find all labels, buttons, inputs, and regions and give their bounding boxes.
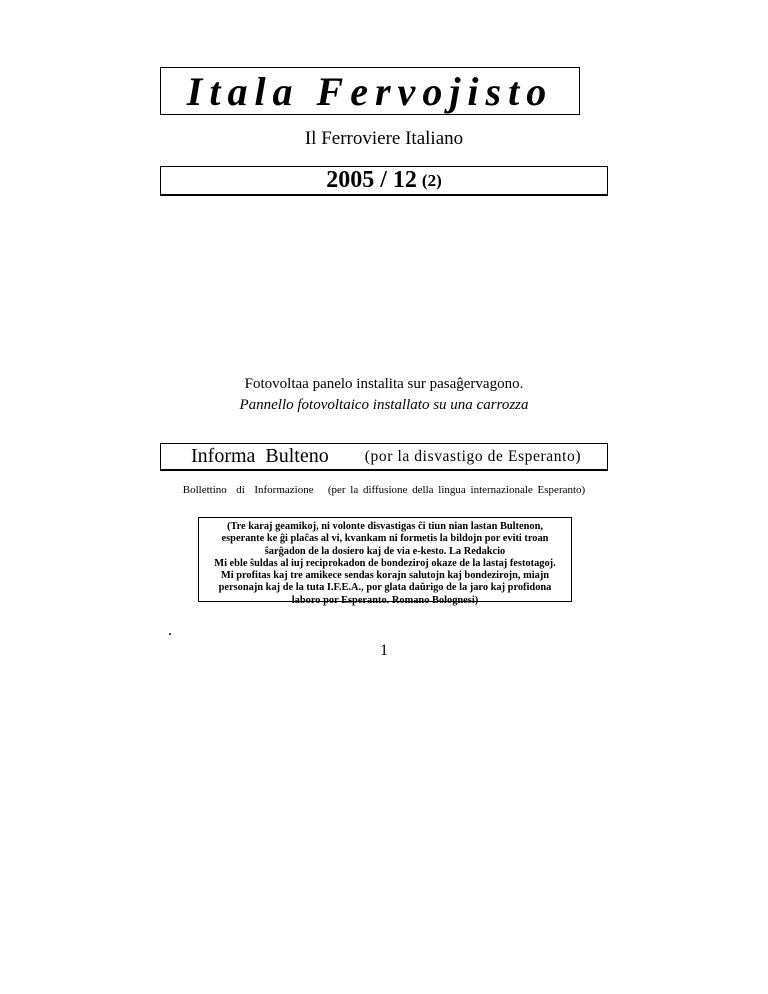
page-title: Itala Fervojisto bbox=[186, 68, 554, 114]
stray-dot: . bbox=[168, 622, 172, 639]
issue-part: (2) bbox=[421, 170, 442, 190]
bulletin-box bbox=[160, 443, 608, 471]
message-paragraph-2: Mi eble ŝuldas al iuj reciprokadon de bondeziroj okaze de la lastaj festotagoj. Mi profitas kaj tre amikece sendas korajn salutojn kaj bondezirojn, miajn personajn kaj de la tuta I.F.E.A., por glata daŭrigo de la jaro kaj profidona laboro por Esperanto. Romano Bolognesi) bbox=[214, 557, 556, 606]
message-paragraph-1: (Tre karaj geamikoj, ni volonte disvastigas ĉi tiun nian lastan Bultenon, esperante ke ĝi plaĉas al vi, kvankam ni formetis la bildojn por eviti troan ŝarĝadon de la dosiero kaj de via e-kesto. La Redakcio bbox=[221, 521, 549, 557]
subtitle: Il Ferroviere Italiano bbox=[304, 128, 464, 149]
bulletin-name: Informa Bulteno bbox=[191, 445, 329, 467]
issue-box bbox=[160, 166, 608, 196]
bulletin-italian: Bollettino di Informazione (per la diffusione della lingua internazionale Esperanto) bbox=[182, 484, 586, 496]
photo-caption-esperanto: Fotovoltaa panelo instalita sur pasaĝervagono. bbox=[244, 376, 524, 392]
bulletin-note: (por la disvastigo de Esperanto) bbox=[364, 447, 582, 465]
title-box bbox=[160, 67, 580, 115]
photo-caption-italian: Pannello fotovoltaico installato su una carrozza bbox=[239, 397, 529, 413]
page-number: 1 bbox=[380, 642, 388, 659]
issue-number: 2005 / 12 bbox=[326, 167, 417, 193]
message-box bbox=[198, 517, 572, 606]
